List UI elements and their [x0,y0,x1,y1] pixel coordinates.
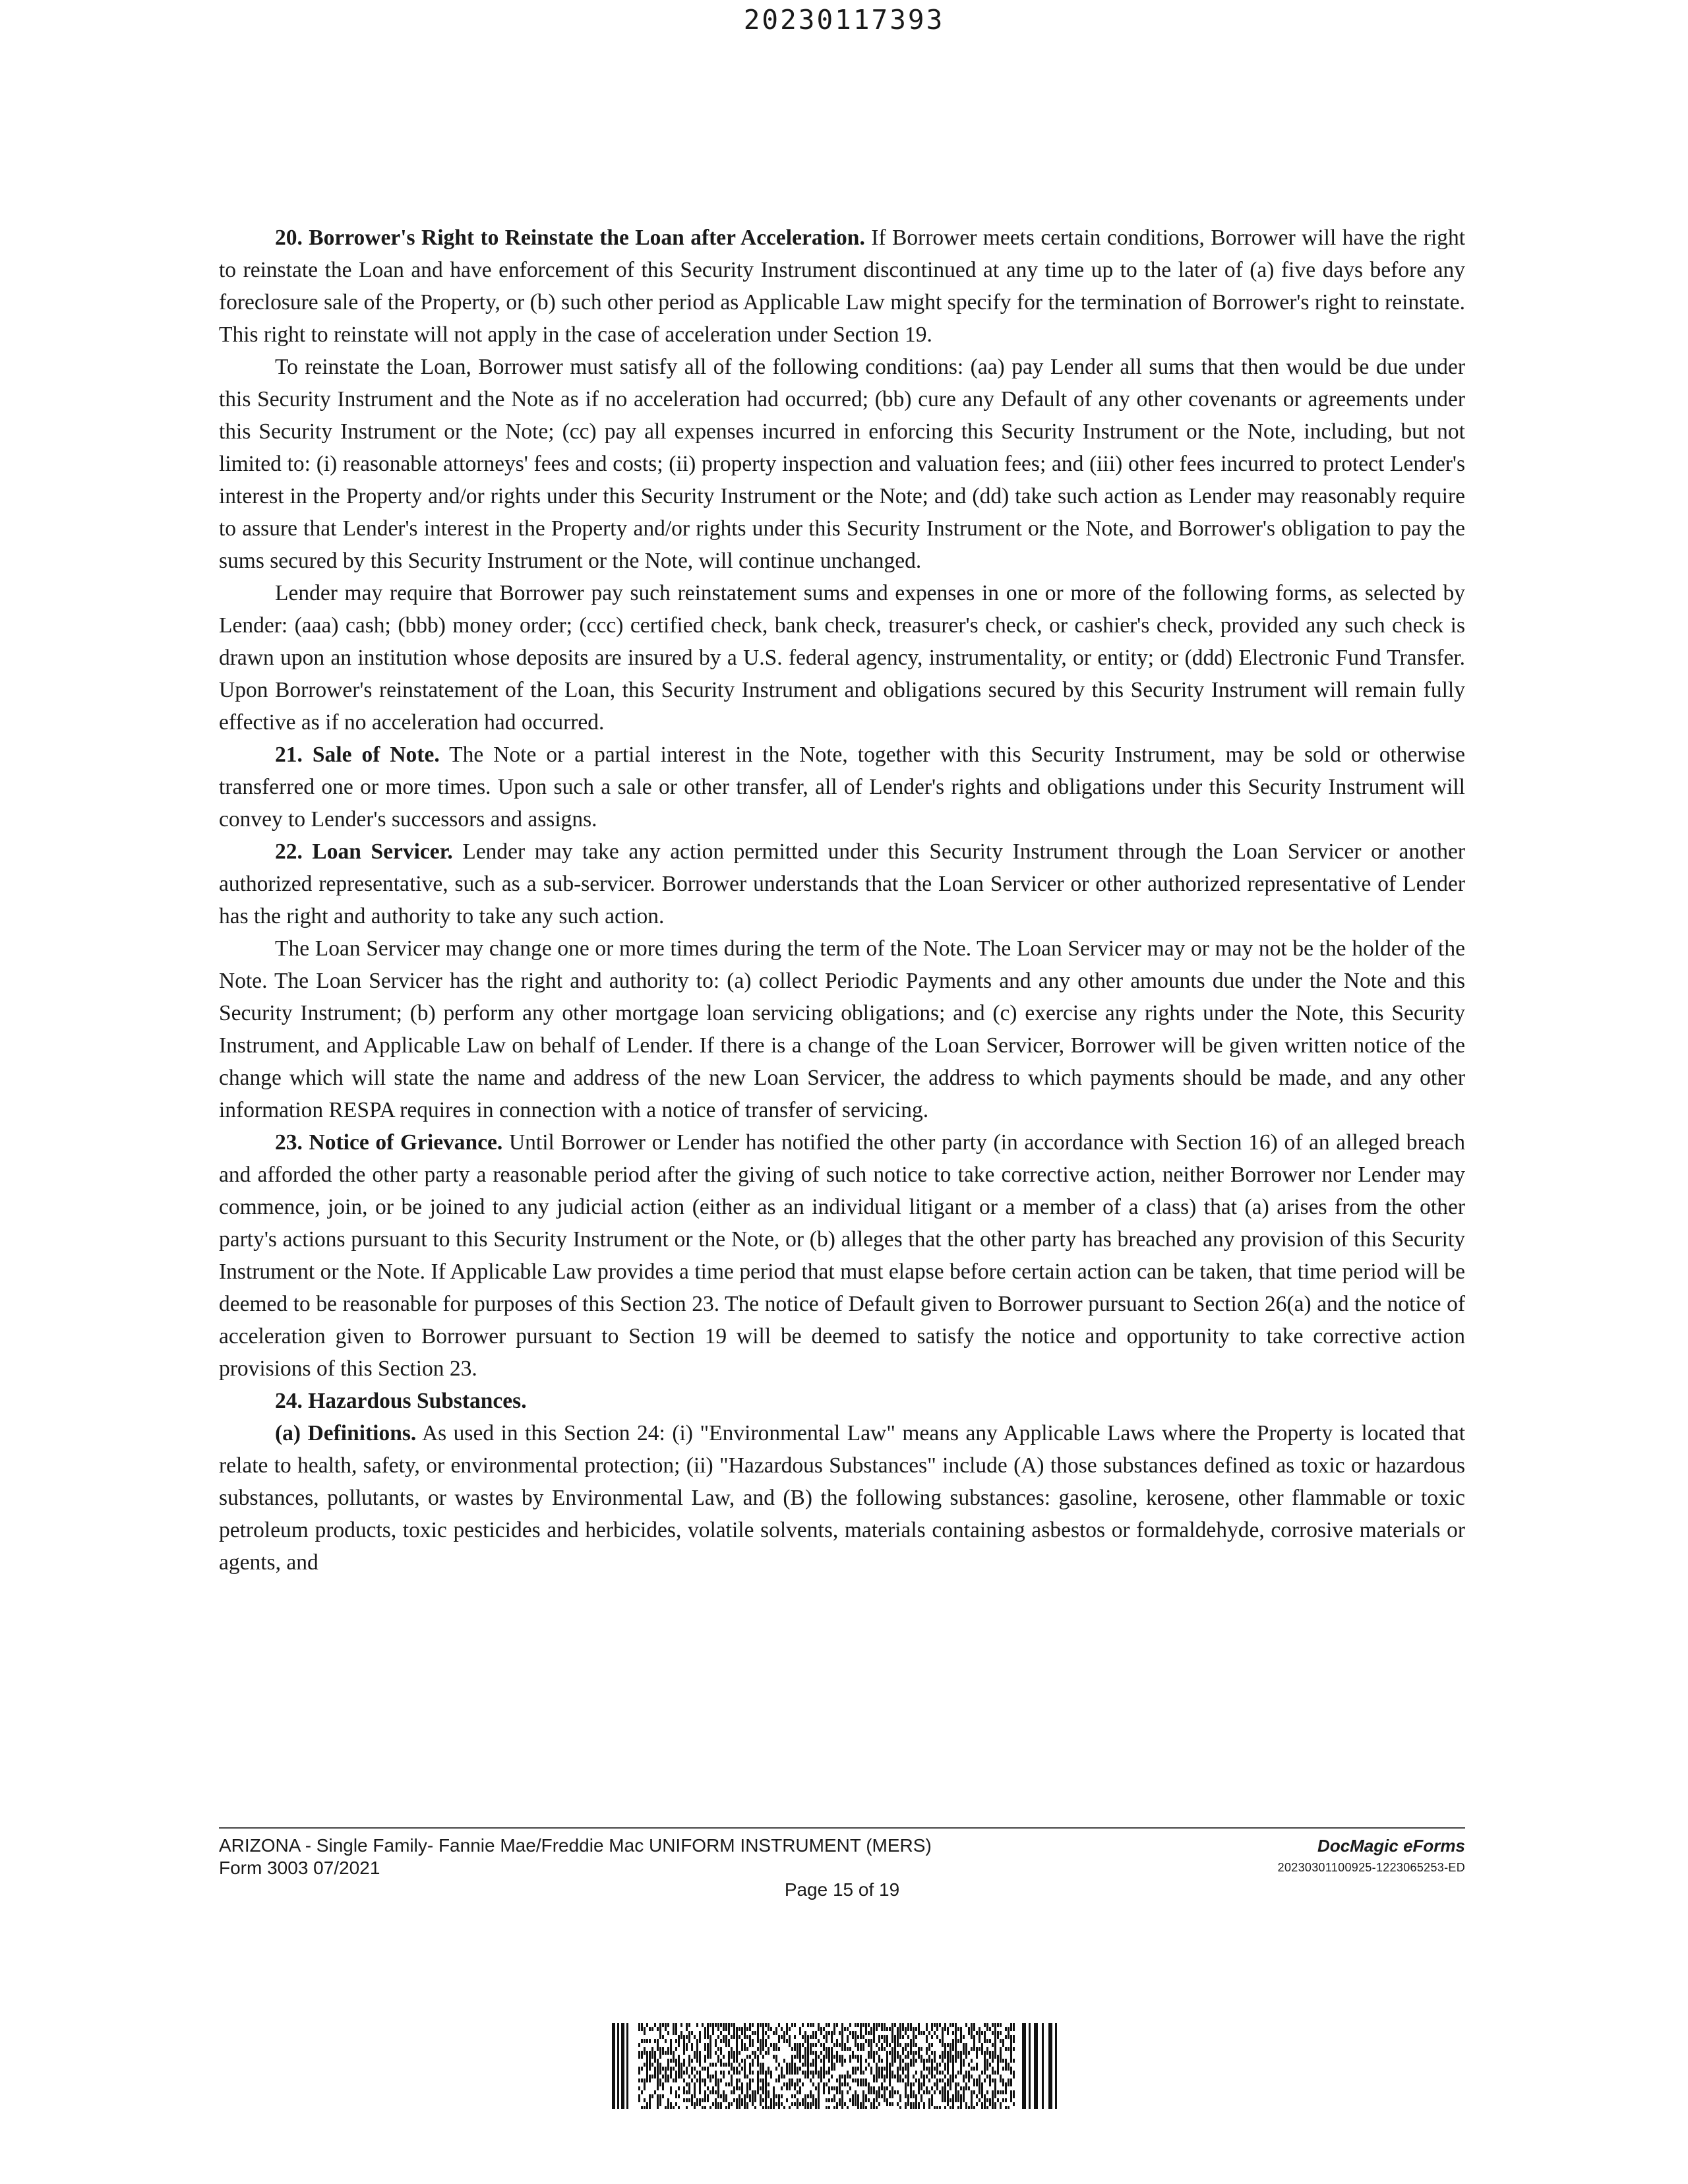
barcode-image [612,2023,1060,2109]
section-22-paragraph [219,835,1465,932]
section-21-paragraph [219,739,1465,835]
section-21-text: The Note or a partial interest in the Note, together with this Security Instrument, may be sold or otherwise transferred one or more times. Upon such a sale or other transfer, all of Lender's rights and obligations under this Security Instrument will convey to Lender's successors and assigns. [219,743,1465,832]
footer-divider [219,1827,1465,1829]
recording-number: 20230117393 [743,4,945,36]
section-24-heading: 24. Hazardous Substances. [275,1389,527,1413]
section-22-servicer-change-paragraph: The Loan Servicer may change one or more times during the term of the Note. The Loan Servicer may or may not be the holder of the Note. The Loan Servicer has the right and authority to: (a) collect Periodic Payments and any other amounts due under the Note and this Security Instrument; (b) perform any other mortgage loan servicing obligations; and (c) exercise any rights under the Note, this Security Instrument, and Applicable Law on behalf of Lender. If there is a change of the Loan Servicer, Borrower will be given written notice of the change which will state the name and address of the new Loan Servicer, the address to which payments should be made, and any other information RESPA requires in connection with a notice of transfer of servicing. [219,936,1465,1122]
section-20-text: If Borrower meets certain conditions, Borrower will have the right to reinstate the Loan and have enforcement of this Security Instrument discontinued at any time up to the later of (a) five days before any foreclosure sale of the Property, or (b) such other period as Applicable Law might specify for the termination of Borrower's right to reinstate. This right to reinstate will not apply in the case of acceleration under Section 19. [219,226,1466,347]
section-22-text: Lender may take any action permitted under this Security Instrument through the Loan Servicer or another authorized representative, such as a sub-servicer. Borrower understands that the Loan Servicer or other authorized representative of Lender has the right and authority to take any such action. [219,839,1465,928]
section-21-heading: 21. Sale of Note. [275,743,440,767]
section-20-conditions-paragraph: To reinstate the Loan, Borrower must satisfy all of the following conditions: (aa) pay Lender all sums that then would be due under this Security Instrument and the Note as if no acceleration had occurred; (bb) cure any Default of any other covenants or agreements under this Security Instrument or the Note; (cc) pay all expenses incurred in enforcing this Security Instrument or the Note, including, but not limited to: (i) reasonable attorneys' fees and costs; (ii) property inspection and valuation fees; and (iii) other fees incurred to protect Lender's interest in the Property and/or rights under this Security Instrument or the Note; and (dd) take such action as Lender may reasonably require to assure that Lender's interest in the Property and/or rights under this Security Instrument or the Note, and Borrower's obligation to pay the sums secured by this Security Instrument or the Note, will continue unchanged. [219,355,1465,573]
page-footer [219,1835,1465,1914]
form-identification [219,1835,932,1879]
section-20-paragraph [219,222,1465,351]
section-23-text: Until Borrower or Lender has notified the other party (in accordance with Section 16) of an alleged breach and afforded the other party a reasonable period after the giving of such notice to take corrective action, neither Borrower nor Lender may commence, join, or be joined to any judicial action (either as an individual litigant or a member of a class) that (a) arises from the other party's actions pursuant to this Security Instrument or the Note, or (b) alleges that the other party has breached any provision of this Security Instrument or the Note. If Applicable Law provides a time period that must elapse before certain action can be taken, that time period will be deemed to be reasonable for purposes of this Section 23. The notice of Default given to Borrower pursuant to Section 26(a) and the notice of acceleration given to Borrower pursuant to Section 19 will be deemed to satisfy the notice and opportunity to take corrective action provisions of this Section 23. [219,1130,1465,1381]
document-id: 20230301100925-1223065253-ED [1277,1861,1465,1874]
page-number: Page 15 of 19 [784,1879,900,1900]
section-24a-text: As used in this Section 24: (i) "Environmental Law" means any Applicable Laws where the Property is located that relate to health, safety, or environmental protection; (ii) "Hazardous Substances" include (A) those substances defined as toxic or hazardous substances, pollutants, or wastes by Environmental Law, and (B) the following substances: gasoline, kerosene, other flammable or toxic petroleum products, toxic pesticides and herbicides, volatile solvents, materials containing asbestos or formaldehyde, corrosive materials or agents, and [219,1421,1466,1575]
form-title: ARIZONA - Single Family- Fannie Mae/Freddie Mac UNIFORM INSTRUMENT (MERS) [219,1835,932,1856]
docmagic-logo: DocMagic eForms [1317,1836,1465,1856]
section-23-paragraph [219,1126,1465,1385]
form-number: Form 3003 07/2021 [219,1858,380,1878]
section-20-payment-forms-paragraph: Lender may require that Borrower pay such reinstatement sums and expenses in one or more of the following forms, as selected by Lender: (aaa) cash; (bbb) money order; (ccc) certified check, bank check, treasurer's check, or cashier's check, provided any such check is drawn upon an institution whose deposits are insured by a U.S. federal agency, instrumentality, or entity; or (ddd) Electronic Fund Transfer. Upon Borrower's reinstatement of the Loan, this Security Instrument and obligations secured by this Security Instrument will remain fully effective as if no acceleration had occurred. [219,581,1465,735]
document-body [219,222,1465,1579]
section-24a-heading: (a) Definitions. [275,1421,417,1445]
section-24-heading-paragraph [219,1385,1465,1417]
section-20-heading: 20. Borrower's Right to Reinstate the Loan after Acceleration. [275,226,865,250]
section-23-heading: 23. Notice of Grievance. [275,1130,503,1155]
section-22-heading: 22. Loan Servicer. [275,839,453,864]
section-24a-paragraph [219,1417,1465,1579]
